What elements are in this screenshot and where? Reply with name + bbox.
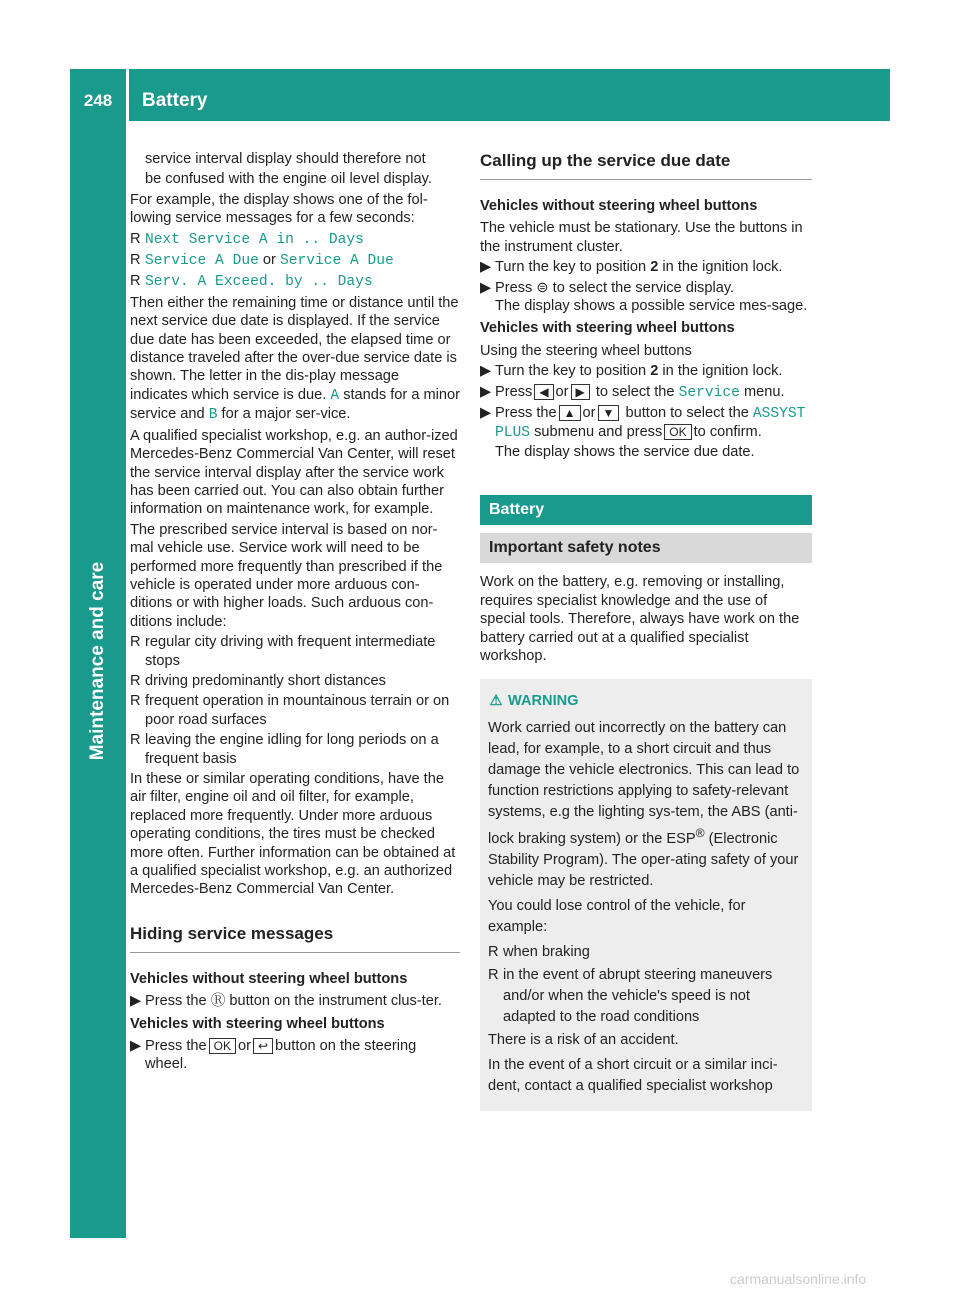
step-item [130,1037,460,1074]
text-run: Press the [495,405,557,422]
or-text: or [262,252,276,269]
warning-paragraph: There is a risk of an accident. [488,1032,679,1049]
warning-triangle-icon: ⚠ [489,693,503,710]
bullet-icon: R [130,693,141,710]
bullet-icon: R [488,967,499,984]
service-message-item [130,251,460,270]
left-key-icon: ◀ [534,384,553,400]
without-buttons-heading: Vehicles without steering wheel buttons [480,198,758,214]
text-run: in the ignition lock. [662,259,783,276]
letter-b: B [208,407,218,424]
step-item [480,383,812,402]
text-run: in the ignition lock. [662,363,783,380]
text-run: Work carried out incorrectly on the battery can lead, for example, to a short circuit and thus damage the vehicle electronics. This can lead to function restrictions applying to safety-relevant systems, e.g the lighting sys-tem, the ABS (anti-lock braking system) or the ESP [488,720,800,848]
down-key-icon: ▼ [598,405,620,421]
arrow-icon: ▶ [130,1038,142,1055]
arrow-icon: ▶ [480,259,492,276]
text-run: Press the [145,993,207,1010]
arrow-icon: ▶ [130,993,142,1010]
step-item [480,362,812,380]
text-run: menu. [743,383,785,400]
without-buttons-heading: Vehicles without steering wheel buttons [130,970,408,987]
key-position: 2 [650,259,659,276]
example-paragraph: For example, the display shows one of the fol-lowing service messages for a few seconds: [130,191,428,227]
warning-label: WARNING [508,693,579,710]
qualified-paragraph: A qualified specialist workshop, e.g. an author-ized Mercedes-Benz Commercial Van Center, will reset the service interval display after the service work has been carried out. You can also obtain further information on maintenance work, for example. [130,427,458,518]
letter-a: A [330,387,340,404]
condition-text: regular city driving with frequent intermediate stops [145,634,436,669]
text-run: button on the instrument clus-ter. [229,993,442,1010]
condition-item [130,692,460,729]
prescribed-paragraph: The prescribed service interval is based on nor-mal vehicle use. Service work will need to be performed more frequently than prescribed if the vehicle is operated under more arduous con-ditions or with higher loads. Such arduous con-ditions include: [130,521,443,630]
with-buttons-heading: Vehicles with steering wheel buttons [480,320,735,337]
text-run: stands for a minor service and [130,386,460,423]
text-run: to select the [595,383,675,400]
text-run: (Electronic Stability Program). The oper-ating safety of your vehicle may be restricted. [488,831,799,890]
text-run: Press [495,279,533,296]
text-run: submenu and press [534,424,663,441]
bullet-icon: R [130,634,141,651]
text-run: Then either the remaining time or distance until the next service due date is displayed. If the service due date has been exceeded, the elapsed time or distance traveled after the over-due service date is shown. The letter in the dis-play message indicates which service is due. [130,294,459,403]
bullet-icon: R [130,672,141,689]
text-run: button on the steering wheel. [145,1038,417,1073]
step-item [130,992,460,1010]
condition-text: leaving the engine idling for long periods on a frequent basis [145,732,439,767]
text-run: Turn the key to position [495,259,647,276]
service-menu-label: Service [678,384,740,401]
warning-item-text: when braking [503,944,590,961]
reset-button-icon: Ⓡ [210,993,226,1010]
menu-button-icon: ⊜ [536,279,549,296]
condition-item [130,672,460,690]
warning-paragraph [488,718,804,892]
using-paragraph: Using the steering wheel buttons [480,342,692,359]
ok-key-icon: OK [664,424,691,440]
arrow-icon: ▶ [480,405,492,422]
page-title: Battery [142,90,208,111]
condition-text: driving predominantly short distances [145,672,386,689]
left-column [130,150,460,1076]
condition-text: frequent operation in mountainous terrain or on poor road surfaces [145,693,450,728]
right-column [480,150,812,1111]
warning-item-text: in the event of abrupt steering maneuvers and/or when the vehicle's speed is not adapted to the road conditions [503,967,773,1026]
bullet-icon: R [130,273,141,290]
chapter-label: Maintenance and care [86,561,108,761]
stationary-paragraph: The vehicle must be stationary. Use the buttons in the instrument cluster. [480,220,803,255]
display-message: Serv. A Exceed. by .. Days [145,274,373,291]
step-item [480,404,812,461]
text-run: Turn the key to position [495,363,647,380]
text-run: Press the [145,1038,207,1055]
bullet-icon: R [130,230,141,247]
intro-line-1: service interval display should therefore not [145,151,426,167]
battery-section-bar: Battery [480,495,812,525]
display-message: Service A Due [145,253,259,270]
warning-box [480,679,812,1111]
text-run: for a major ser-vice. [221,406,351,423]
back-key-icon: ↩ [253,1038,273,1054]
service-message-item [130,230,460,249]
text-run: to confirm. [693,424,762,441]
page-header [70,69,890,121]
warning-paragraph: In the event of a short circuit or a similar inci-dent, contact a qualified specialist workshop [488,1057,778,1095]
result-text: The display shows a possible service mes-sage. [495,298,808,315]
intro-line-2: be confused with the engine oil level display. [145,171,432,188]
with-buttons-heading: Vehicles with steering wheel buttons [130,1015,385,1032]
step-item [480,279,812,316]
bullet-icon: R [130,252,141,269]
hiding-heading: Hiding service messages [130,923,460,953]
condition-item [130,731,460,768]
step-item [480,258,812,276]
safety-paragraph: Work on the battery, e.g. removing or installing, requires specialist knowledge and the use of special tools. Therefore, always have work on the battery carried out at a qualified specialist workshop. [480,574,800,664]
bullet-icon: R [130,732,141,749]
warning-title [488,691,804,712]
warning-item [488,942,804,963]
or-text: or [238,1038,251,1055]
result-text: The display shows the service due date. [495,443,755,460]
text-run: button to select the [625,405,749,422]
header-divider [126,69,129,121]
chapter-sidebar [70,121,126,1238]
bullet-icon: R [488,944,499,961]
assyst-menu-label: ASSYST PLUS [495,406,806,442]
arrow-icon: ▶ [480,383,492,400]
ok-key-icon: OK [209,1038,236,1054]
display-message: Service A Due [279,253,394,270]
page-number: 248 [83,91,113,110]
or-text: or [582,405,596,422]
text-run: Press [495,383,533,400]
warning-paragraph: You could lose control of the vehicle, for example: [488,898,746,936]
arrow-icon: ▶ [480,279,492,296]
warning-item [488,965,804,1028]
text-run: to select the service display. [552,279,735,296]
condition-item [130,633,460,670]
right-key-icon: ▶ [571,384,590,400]
arrow-icon: ▶ [480,363,492,380]
registered-mark: ® [695,826,705,841]
up-key-icon: ▲ [559,405,581,421]
key-position: 2 [650,363,659,380]
service-letter-paragraph [130,294,460,425]
service-message-item [130,272,460,291]
calling-heading: Calling up the service due date [480,150,812,180]
watermark: carmanualsonline.info [730,1271,867,1287]
or-text: or [555,383,569,400]
similar-paragraph: In these or similar operating conditions, have the air filter, engine oil and oil filter, for example, replaced more frequently. Under more arduous operating conditions, the tires must be checked more often. Further information can be obtained at a qualified specialist workshop, e.g. an authorized Mercedes-Benz Commercial Van Center. [130,771,456,898]
display-message: Next Service A in .. Days [145,231,364,248]
safety-heading: Important safety notes [480,533,812,563]
